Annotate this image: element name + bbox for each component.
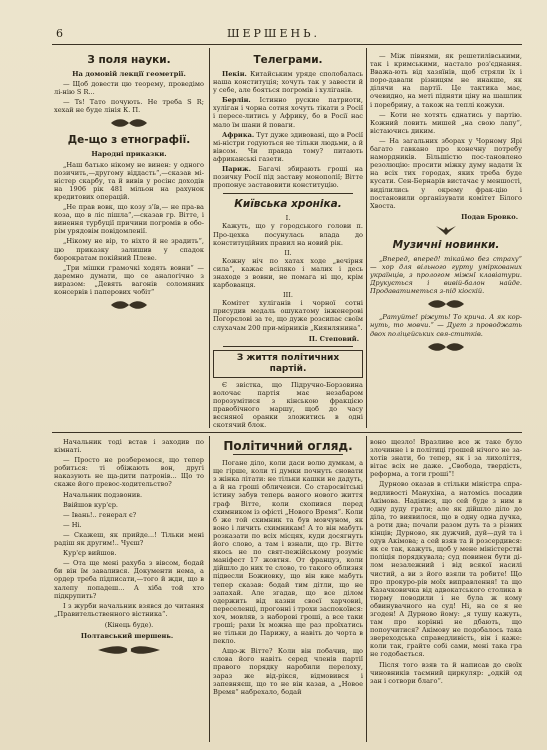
divider <box>223 193 353 194</box>
column-1-lower <box>54 438 204 742</box>
bird-icon <box>435 224 457 236</box>
paragraph: Ащо-ж Вітте? Коли він побачив, що слова його навіть серед членів партії правого порядку наробили перелоху, зараз же від-рікся, відмовився і запевняєш, що то не він казав, а „Новое Время“ набрехало, бодай <box>213 647 363 696</box>
paragraph: „Ратуйте! ріжуть! То крича. А як кор-нуть, то мовчи.“ — Дует з проводжать двох поліцейських свя-ститків. <box>370 313 522 338</box>
column-1-upper <box>54 52 204 430</box>
paragraph: Кажуть, що у городського голови п. Про-цехка посунулась влада до конституційних правил на новий рік. <box>213 222 363 247</box>
header-rule <box>52 44 522 45</box>
paragraph: — Між півнями, як решетилівськими, так і кримськими, настало роз'єднання. Вважа-ють від хазяїнів, щоб стряли їх і поро-давали різницям не инакше, як ділячи на партії. Це тактика має, очевидно, на меті підняти ціну на шашлик і поребрину, а також на теплі кожухи. <box>370 52 522 109</box>
article-subtitle: Народні приказки. <box>91 150 167 159</box>
continuation-note: (Кінець буде). <box>104 620 154 629</box>
article-subtitle: На домовій лекції геометрії. <box>72 70 186 78</box>
paragraph: — На загальних зборах у Чорному Ярі багато гавкано про конечну потребу намордників. Більшістю пос-тановлено резолюцію: просити міжку думу надати їх на всіх тих городах, яких треба буде кусати. Сен-Бернарів вистачає у меншості, виділились у окрему фрак-цію і постановили організувати комітет Білого Хвоста. <box>370 136 522 210</box>
paragraph: Після того взяв та й написав до своїх чиновників таємний циркуляр: „одкій од зан і сотвори благо“. <box>370 660 522 685</box>
paragraph: „Три мішки грамочкі ходять вовни“ — даремно думати, що се аналогічно з виразом: „Девять вагонів соломяних консервів і паперових чобіт“ <box>54 263 204 296</box>
signature: Подав Бровко. <box>461 212 518 221</box>
ornament-icon <box>109 117 149 129</box>
article-title: Політичний огляд. <box>223 439 353 453</box>
divider <box>223 346 353 347</box>
page-header <box>0 0 547 40</box>
dateline: Париж. <box>222 165 251 174</box>
paragraph: „Нікому не вір, то ніхто й не зрадить“, цю приказку залишив у спадок бюрократам покійний Плеве. <box>54 237 204 262</box>
article-title: З життя політичних партій. <box>213 350 363 378</box>
section-number: I. <box>285 214 291 223</box>
paragraph: Ввійшов кур'єр. <box>63 500 119 509</box>
ornament-icon <box>94 643 164 657</box>
paragraph: — Ts! Тато почують. Не треба S R; хехай не буде лінія К. П. <box>54 98 204 115</box>
signature: Полтавський шершень. <box>80 631 174 640</box>
section-number: III. <box>283 291 293 300</box>
signature: П. Степовий. <box>308 334 359 343</box>
paragraph: Дурново оказав в стільки міністра спра-ведливості Манухіна, а натомісь посадив Акімова. Надіявся, що сей буде з ним в одну дуду грати; але як дійшло діло до діла, то виявилося, що в одну одна дучка, а роти два; почали разом дуть та з різних кінців; Дурново, як дужчий, дуй—дуй та і одув Акімова; а сей взяв та й розсердився: як се так, кажуть, щоб у мене міністерстві поліція порядкувала; суд повинен бути ді-лом незалежний і від всякої насилі чистий, а ви з його взяли та робите! Що про прокуро-рів моїх виправлення! та що Казачковичка від адвокатського столика в тюрму поводили і не була ж кому обвинувачного на суд! Ні, на се я не згоден! А Дурново йому: „я тушу кажуть, там про корінні не дбають, що попоучитися? Акімову не подобалось така звереходська справедливість, він і каже: коли так, грайте собі сами, мені така гра не годобається. <box>370 480 522 659</box>
paragraph: Істинно руские патриоти, хуліган і чорна сотня хочуть тікати з Росії і пересе-литись у Африку, бо в Росії нас мало їм шани й поваги. <box>213 96 363 129</box>
paragraph: „Наш батько нікому не винен: у одного позичить,—другому віддасть“,—сказав мі-ністер скарбу, та й вивів у росінс доходів на 1906 рік 481 мільон на рахунок кредитових операцій. <box>54 160 204 201</box>
divider <box>233 454 343 455</box>
dateline: Пекін. <box>222 70 247 78</box>
masthead: ШЕРШЕНЬ. <box>226 27 321 40</box>
paragraph: — Щоб довести цю теорему, проведімо лі-нію S R... <box>54 80 204 97</box>
paragraph: Тут дуже здивовані, що в Росії мі-ністри годуються не тільки людьми, а й вівсом. Чи правда тому? питають африканські газети. <box>213 130 363 163</box>
article-title: З поля науки. <box>87 54 171 66</box>
ornament-icon <box>426 341 466 353</box>
paragraph: Є звістка, що Підручно-Борзовина волочає партія має незабаром порозумітися з кінською фракцією правобічного маршу, щоб до часу вєсняної оранки зложитись в одні скотячий блок. <box>213 380 363 430</box>
paragraph: „Не прав вовк, що козу з'їв,— не пра-ва коза, що в ліс пішла“,—сказав гр. Вітте, і винення турбуції причини погромів в обо-рім урядовім повідомленії. <box>54 203 204 236</box>
article-title: Музичні новинки. <box>392 238 500 251</box>
ornament-icon <box>109 299 149 311</box>
paragraph: — Ні. <box>63 520 82 529</box>
page-number: 6 <box>56 27 63 40</box>
section-number: II. <box>284 248 292 257</box>
paragraph: Комітет хуліганів і чорної сотні присудив медаль ошукатому інженерові Погорєлові за те, що дуже розсипає своїм слухачам 200 при-мірників „Киянлянина“. <box>213 299 363 332</box>
paragraph: Начальник тоді встав і заходив по кімнаті. <box>54 438 204 455</box>
paragraph: Багачі збирають гроші на позичку Росії під заставу монополії; Вітте пропонує заставовити конституцію. <box>213 165 363 190</box>
paragraph: Начальник подзвонив. <box>63 490 143 499</box>
paragraph: „Вперед, вперед! тікаймо без страху“ — хор для вільного гурту уміркованих українців, з прологом міжнї клавіатури. Друкується і вивій-балон найде. Продаватиметься з-під кіоскій. <box>370 254 522 296</box>
column-divider <box>209 48 210 428</box>
paragraph: Китайським уряде сполобалась наша конституція; хочуть так у завести й у себе, але бояться погромів і хуліганів. <box>213 70 363 95</box>
column-3-upper <box>370 52 522 430</box>
dateline: Берлін. <box>222 96 251 105</box>
column-divider <box>209 436 210 742</box>
paragraph: Кожну ніч по хатах ходе „вечірня сила“, кажає всіляко і малих і десь знаходе з вовни, не помага ні що, крім карбованця. <box>213 256 363 290</box>
paragraph: Погане діло, коли даси волю думкам, а ще гірше, коли ті думки почнуть сновати з жінка літати: не тільки кашки не дадуть, а й на гроші обличеиси. Со старосвітські істину забув теперь ваного нового життя граф Вітте, коли схопився перед схимником із офісті „Нового Время“. Коли б же той схимник та був мовчуном, як воно і личить схимникам! А то він мабуть розказати по всіх місцях, куди досягнуть його слово, а там і взнали, що гр. Вітте якось не по свят-пежійському розуміє маніфест 17 жовтня. От француз, коли дійшло до них те слово, то такого облизня підвесли Божиовку, що він вже мабуть тепер сказав: бодай тим дітли, що не запахай. Але згадав, що все ділом одержить від казни своєї харчовиі, переселенці, прогонні і трохи заспокоївся: хоч, мовляв, з наборові гроші, а все таки гроші; рахи їх можна ще раз проїхатись не тільки до Парижу, а навіть до чорта в пекло. <box>213 459 363 646</box>
paragraph: воно щезло! Вразливе все ж таке було злочинне і в політиці грошей нічого не за-хотів знати, бо тепер, як і за лихоліття, вітає всіх не даже. „Свобода, твердість, реформа, а тоги гроші“! <box>370 438 522 479</box>
column-divider <box>366 436 367 742</box>
paragraph: Кур'єр вийшов. <box>63 549 117 558</box>
ornament-icon <box>426 298 466 310</box>
paragraph: І з журби начальник взявся до читання „Правительственного вістника“. <box>54 601 204 618</box>
article-title: Київська хроніка. <box>234 198 342 211</box>
column-divider <box>366 48 367 428</box>
paragraph: — Просто не розберемося, що тепер робиться: ті обіжають вон, другі наказують не ща-дити патронів... Що то скаже його превос-ходительство? <box>54 456 204 489</box>
column-2-upper <box>213 52 363 430</box>
paragraph: — Скажеш, як прийде...! Тільки мені радіш як другим!.. Чуєш? <box>54 530 204 548</box>
paragraph: — Коти не хотять єднатись у партію. Кожний ловить мишей „на свою лапу“, вістаючись диким. <box>370 110 522 135</box>
dateline: Африка. <box>222 130 255 139</box>
paragraph: — Ота ще мені рахуба з вівсом, бодай би він їм завалився. Документи нема, а ордер треба підписати,—того й жди, що в халепу попадеш... А хіба той хто підкрупить? <box>54 559 204 600</box>
column-2-lower <box>213 438 363 742</box>
article-title: Де-що з етнографії. <box>67 134 191 147</box>
section-divider <box>52 432 522 433</box>
article-title: Телеграми. <box>253 54 323 66</box>
paragraph: — Івань!.. генерал є? <box>63 510 137 519</box>
column-3-lower <box>370 438 522 742</box>
